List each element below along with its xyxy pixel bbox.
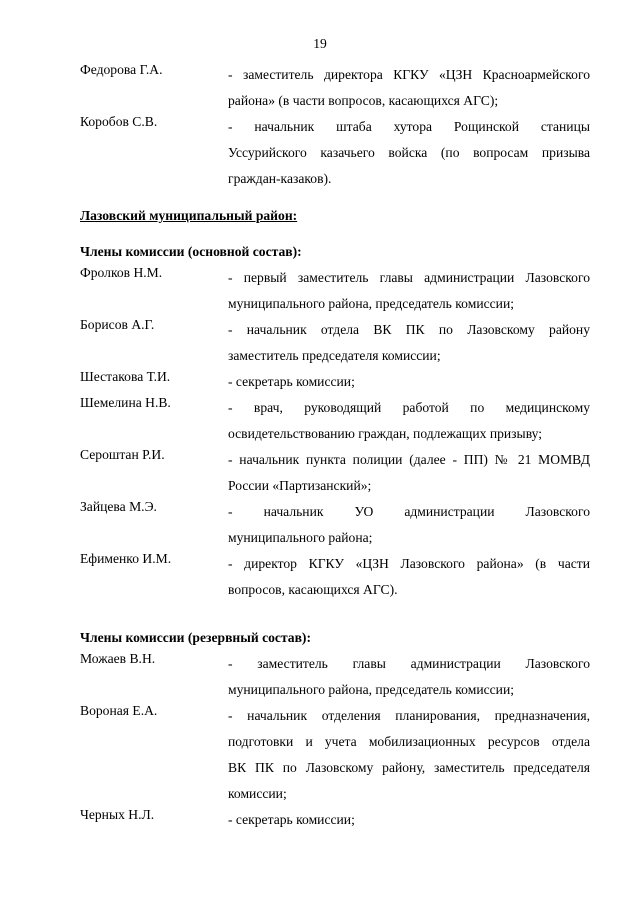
description-line: - заместитель директора КГКУ «ЦЗН Красноармейского <box>228 67 590 82</box>
page-number: 19 <box>313 36 327 51</box>
description-line: Уссурийского казачьего войска (по вопросам призыва <box>228 145 590 160</box>
member-name: Шемелина Н.В. <box>80 395 171 410</box>
member-description <box>228 703 590 807</box>
member-name: Зайцева М.Э. <box>80 499 157 514</box>
member-name: Черных Н.Л. <box>80 807 155 822</box>
member-name: Можаев В.Н. <box>80 651 156 666</box>
member-name: Вороная Е.А. <box>80 703 158 718</box>
description-line: - начальник УО администрации Лазовского <box>228 504 590 519</box>
description-line: - начальник штаба хутора Рощинской станицы <box>228 119 590 134</box>
member-name: Коробов С.В. <box>80 114 158 129</box>
description-line: - директор КГКУ «ЦЗН Лазовского района» (в части <box>228 556 590 571</box>
description-line: муниципального района, председатель комиссии; <box>228 682 514 697</box>
description-line: - врач, руководящий работой по медицинскому <box>228 400 590 415</box>
description-line: заместитель председателя комиссии; <box>228 348 441 363</box>
reserve-composition-heading: Члены комиссии (резервный состав): <box>80 630 311 645</box>
description-line: - секретарь комиссии; <box>228 374 355 389</box>
description-line: муниципального района, председатель комиссии; <box>228 296 514 311</box>
member-name: Федорова Г.А. <box>80 62 163 77</box>
member-name: Шестакова Т.И. <box>80 369 171 384</box>
description-line: вопросов, касающихся АГС). <box>228 582 398 597</box>
member-name: Фролков Н.М. <box>80 265 163 280</box>
description-line: - начальник отдела ВК ПК по Лазовскому району <box>228 322 590 337</box>
member-description <box>228 369 590 395</box>
member-description <box>228 395 590 447</box>
description-line: - начальник пункта полиции (далее - ПП) № 21 МОМВД <box>228 452 590 467</box>
member-description <box>228 265 590 317</box>
main-composition-heading: Члены комиссии (основной состав): <box>80 244 302 259</box>
member-description <box>228 114 590 192</box>
member-description <box>228 499 590 551</box>
description-line: муниципального района; <box>228 530 373 545</box>
member-name: Борисов А.Г. <box>80 317 155 332</box>
description-line: - первый заместитель главы администрации Лазовского <box>228 270 590 285</box>
description-line: ВК ПК по Лазовскому району, заместитель председателя <box>228 760 590 775</box>
description-line: - начальник отделения планирования, предназначения, <box>228 708 590 723</box>
description-line: граждан-казаков). <box>228 171 332 186</box>
description-line: России «Партизанский»; <box>228 478 372 493</box>
description-line: комиссии; <box>228 786 287 801</box>
member-description <box>228 62 590 114</box>
district-heading: Лазовский муниципальный район: <box>80 208 298 223</box>
description-line: освидетельствованию граждан, подлежащих призыву; <box>228 426 543 441</box>
member-description <box>228 807 590 833</box>
description-line: района» (в части вопросов, касающихся АГС); <box>228 93 499 108</box>
description-line: - секретарь комиссии; <box>228 812 355 827</box>
member-description <box>228 651 590 703</box>
description-line: - заместитель главы администрации Лазовского <box>228 656 590 671</box>
member-description <box>228 551 590 603</box>
member-name: Ефименко И.М. <box>80 551 172 566</box>
member-name: Сероштан Р.И. <box>80 447 165 462</box>
description-line: подготовки и учета мобилизационных ресурсов отдела <box>228 734 590 749</box>
member-description <box>228 317 590 369</box>
member-description <box>228 447 590 499</box>
